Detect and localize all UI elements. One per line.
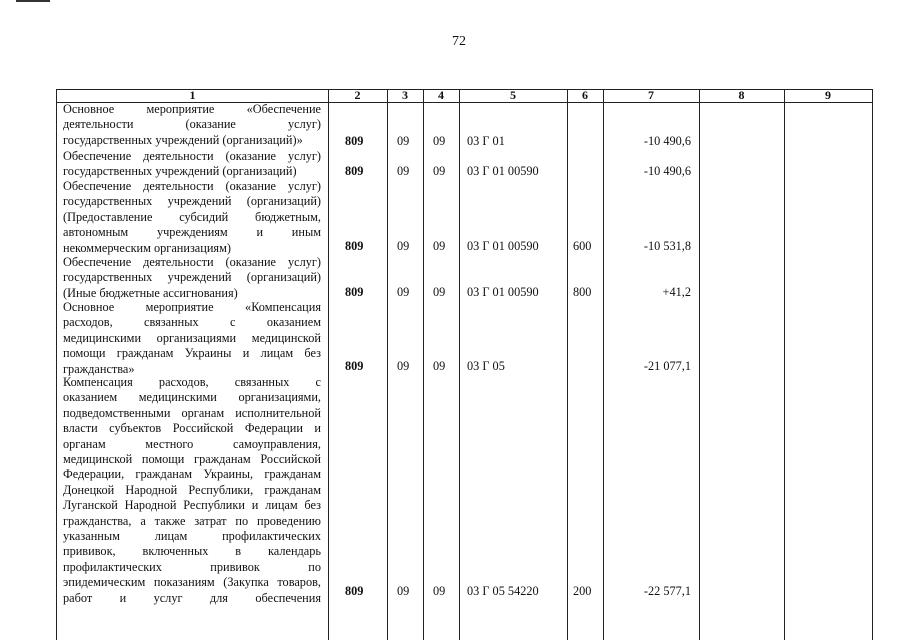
row-1-amount: -10 490,6 — [643, 134, 691, 148]
column-divider — [328, 89, 329, 640]
row-6-line: Донецкой Народной Республики, гражданам — [63, 482, 321, 497]
row-5-subsection: 09 — [433, 359, 446, 373]
column-divider — [603, 89, 604, 640]
row-5-target: 03 Г 05 — [467, 359, 505, 373]
column-divider — [784, 89, 785, 640]
row-3-section: 09 — [397, 239, 410, 253]
row-1-code: 809 — [345, 134, 364, 148]
row-5-section: 09 — [397, 359, 410, 373]
row-6-line: медицинской помощи гражданам Российской — [63, 452, 321, 467]
header-col-4: 4 — [438, 88, 444, 102]
row-6-description — [63, 375, 321, 606]
row-3-description — [63, 179, 321, 256]
row-2-description — [63, 149, 321, 180]
row-6-line: гражданства, а также затрат по проведению — [63, 513, 321, 528]
row-6-line: оказанием медицинскими организациями, — [63, 390, 321, 405]
row-2-code: 809 — [345, 164, 364, 178]
row-2-target: 03 Г 01 00590 — [467, 164, 539, 178]
page-number: 72 — [452, 34, 466, 49]
row-4-line: Обеспечение деятельности (оказание услуг) — [63, 255, 321, 269]
row-1-line: государственных учреждений (организаций)» — [63, 132, 303, 147]
row-6-target: 03 Г 05 54220 — [467, 584, 539, 598]
row-6-line: Луганской Народной Республики и лицам без — [63, 498, 321, 513]
row-3-line: некоммерческим организациям) — [63, 240, 231, 255]
row-6-line: подведомственными органам исполнительной — [63, 405, 321, 420]
header-col-5: 5 — [510, 88, 516, 102]
header-col-2: 2 — [354, 88, 361, 102]
row-6-type: 200 — [573, 584, 592, 598]
row-5-description — [63, 300, 321, 377]
row-2-section: 09 — [397, 164, 410, 178]
row-1-target: 03 Г 01 — [467, 134, 505, 148]
column-divider — [567, 89, 568, 640]
row-6-line: власти субъектов Российской Федерации и — [63, 421, 321, 436]
row-6-line: указанным лицам профилактических — [63, 529, 321, 544]
row-1-line: Основное мероприятие «Обеспечение — [63, 102, 321, 116]
row-2-amount: -10 490,6 — [643, 164, 691, 178]
row-5-line: расходов, связанных с оказанием — [63, 315, 321, 330]
row-6-code: 809 — [345, 584, 364, 598]
row-4-type: 800 — [573, 285, 592, 299]
row-1-section: 09 — [397, 134, 410, 148]
row-5-line: помощи гражданам Украины и лицам без — [63, 346, 321, 361]
column-divider — [699, 89, 700, 640]
row-2-line: государственных учреждений (организаций) — [63, 164, 297, 179]
row-3-line: (Предоставление субсидий бюджетным, — [63, 209, 321, 224]
row-5-code: 809 — [345, 359, 364, 373]
row-6-line: органам местного самоуправления, — [63, 436, 321, 451]
row-6-line: прививок, включенных в календарь — [63, 544, 321, 559]
column-divider — [387, 89, 388, 640]
row-6-line: Федерации, гражданам Украины, гражданам — [63, 467, 321, 482]
row-6-subsection: 09 — [433, 584, 446, 598]
column-divider — [459, 89, 460, 640]
row-4-line: (Иные бюджетные ассигнования) — [63, 285, 238, 300]
row-3-amount: -10 531,8 — [643, 239, 691, 253]
row-3-line: автономным учреждениям и иным — [63, 225, 321, 240]
header-col-9: 9 — [825, 88, 831, 102]
row-3-subsection: 09 — [433, 239, 446, 253]
header-col-8: 8 — [738, 88, 745, 102]
row-2-subsection: 09 — [433, 164, 446, 178]
row-6-amount: -22 577,1 — [643, 584, 691, 598]
row-1-subsection: 09 — [433, 134, 446, 148]
row-4-section: 09 — [397, 285, 410, 299]
header-col-1: 1 — [189, 88, 196, 102]
header-col-7: 7 — [648, 88, 654, 102]
row-3-target: 03 Г 01 00590 — [467, 239, 539, 253]
row-4-target: 03 Г 01 00590 — [467, 285, 539, 299]
row-6-line: Компенсация расходов, связанных с — [63, 375, 321, 389]
budget-table — [56, 89, 873, 640]
row-3-line: государственных учреждений (организаций) — [63, 194, 321, 209]
row-5-line: медицинскими организациями медицинской — [63, 330, 321, 345]
row-6-line: работ и услуг для обеспечения — [63, 590, 321, 605]
table-header — [57, 89, 872, 103]
row-4-amount: +41,2 — [662, 285, 691, 299]
scan-mark — [16, 0, 50, 2]
row-6-line: эпидемическим показаниям (Закупка товаров, — [63, 575, 321, 590]
row-1-line: деятельности (оказание услуг) — [63, 117, 321, 132]
row-6-line: профилактических прививок по — [63, 559, 321, 574]
row-4-code: 809 — [345, 285, 364, 299]
row-3-line: Обеспечение деятельности (оказание услуг) — [63, 179, 321, 193]
row-5-amount: -21 077,1 — [643, 359, 691, 373]
row-1-description — [63, 102, 321, 148]
row-3-type: 600 — [573, 239, 592, 253]
row-5-line: гражданства» — [63, 361, 135, 376]
row-4-subsection: 09 — [433, 285, 446, 299]
header-col-3: 3 — [402, 88, 408, 102]
header-col-6: 6 — [582, 88, 588, 102]
column-divider — [423, 89, 424, 640]
row-3-code: 809 — [345, 239, 364, 253]
row-5-line: Основное мероприятие «Компенсация — [63, 300, 321, 314]
row-2-line: Обеспечение деятельности (оказание услуг) — [63, 149, 321, 163]
row-6-section: 09 — [397, 584, 410, 598]
row-4-line: государственных учреждений (организаций) — [63, 270, 321, 285]
row-4-description — [63, 255, 321, 301]
